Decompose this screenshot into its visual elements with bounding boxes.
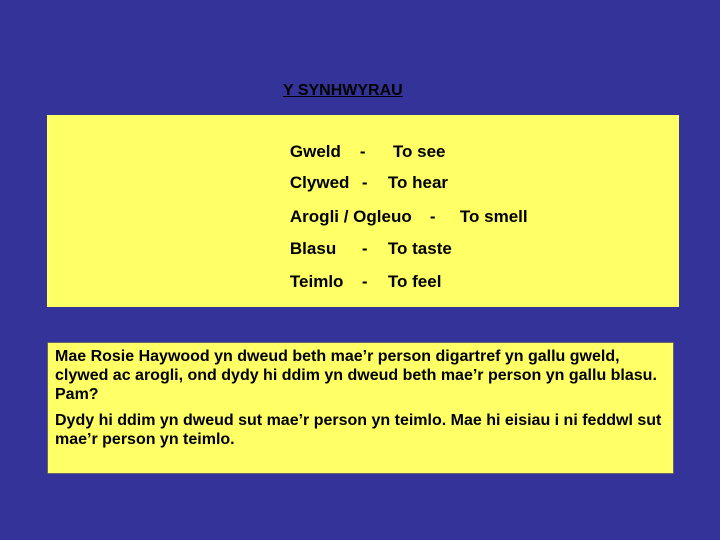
sense-separator: - [361,239,368,258]
question-box [47,342,674,474]
sense-english: To taste [387,239,452,258]
paragraph-question: Mae Rosie Haywood yn dweud beth mae’r person digartref yn gallu gweld, clywed ac arogli, ond dydy hi ddim yn dweud beth mae’r person yn gallu blasu. Pam? [55,348,657,403]
sense-separator: - [359,142,366,161]
slide-title: Y SYNHWYRAU [283,82,403,99]
sense-welsh: Gweld [289,142,341,161]
sense-row-feel [271,252,441,312]
sense-welsh: Teimlo [289,272,344,291]
senses-box [47,115,679,307]
sense-separator: - [361,272,368,291]
sense-english: To hear [387,173,449,192]
sense-english: To feel [387,272,442,291]
paragraph-feeling: Dydy hi ddim yn dweud sut mae’r person yn teimlo. Mae hi eisiau i ni feddwl sut mae’r person yn teimlo. [55,412,662,448]
sense-english: To see [392,142,446,161]
sense-english: To smell [459,207,528,226]
sense-separator: - [361,173,368,192]
sense-welsh: Blasu [289,239,337,258]
sense-welsh: Arogli / Ogleuo [289,207,412,226]
sense-separator: - [429,207,436,226]
sense-welsh: Clywed [289,173,350,192]
